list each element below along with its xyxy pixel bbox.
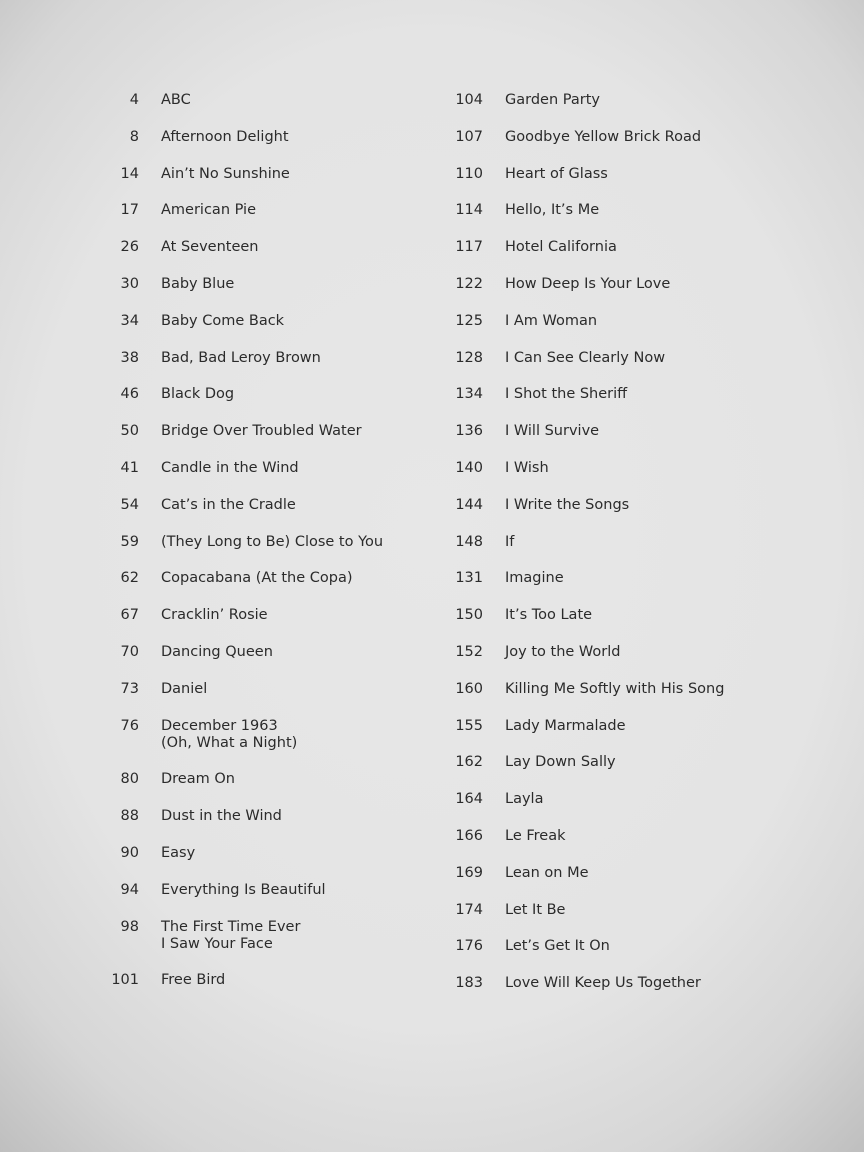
song-title: Easy bbox=[161, 844, 196, 861]
contents-entry bbox=[100, 534, 430, 551]
contents-entry bbox=[100, 239, 430, 256]
song-title: Love Will Keep Us Together bbox=[505, 975, 701, 992]
contents-entry bbox=[440, 276, 770, 293]
page-number: 140 bbox=[455, 459, 483, 476]
song-title: I Can See Clearly Now bbox=[505, 349, 666, 366]
song-title: ABC bbox=[161, 92, 191, 108]
song-title: Let It Be bbox=[505, 901, 566, 918]
page-number: 122 bbox=[455, 275, 483, 292]
contents-entry bbox=[100, 166, 430, 183]
page-number: 50 bbox=[120, 423, 139, 440]
song-title: Cracklin’ Rosie bbox=[161, 607, 268, 624]
song-title: I Shot the Sheriff bbox=[505, 386, 628, 403]
page-number: 104 bbox=[455, 92, 483, 108]
contents-entry bbox=[440, 570, 770, 587]
page-number: 26 bbox=[120, 239, 139, 256]
page-number: 160 bbox=[455, 680, 483, 697]
page-number: 155 bbox=[455, 717, 483, 734]
contents-entry bbox=[100, 644, 430, 661]
song-title: Dancing Queen bbox=[161, 643, 273, 660]
contents-entry bbox=[100, 845, 430, 862]
page-number: 8 bbox=[129, 128, 139, 145]
song-title: Ain’t No Sunshine bbox=[161, 165, 290, 182]
page-number: 125 bbox=[455, 312, 483, 329]
contents-entry bbox=[100, 972, 430, 989]
contents-entry bbox=[440, 828, 770, 845]
page-number: 144 bbox=[455, 496, 483, 513]
song-title: December 1963 (Oh, What a Night) bbox=[161, 717, 298, 751]
page-number: 183 bbox=[455, 975, 483, 992]
page-number: 4 bbox=[129, 92, 139, 108]
contents-entry bbox=[100, 882, 430, 899]
song-title: Hello, It’s Me bbox=[505, 202, 600, 219]
page-number: 76 bbox=[120, 717, 139, 734]
contents-entry bbox=[440, 644, 770, 661]
contents-entry bbox=[100, 202, 430, 219]
contents-entry bbox=[440, 865, 770, 882]
song-title: Hotel California bbox=[505, 239, 617, 256]
song-title: Goodbye Yellow Brick Road bbox=[505, 128, 702, 145]
song-title: How Deep Is Your Love bbox=[505, 275, 671, 292]
page-number: 152 bbox=[455, 643, 483, 660]
page-number: 128 bbox=[455, 349, 483, 366]
page-number: 41 bbox=[120, 459, 139, 476]
page-number: 90 bbox=[120, 844, 139, 861]
song-title: I Am Woman bbox=[505, 312, 598, 329]
contents-entry bbox=[100, 313, 430, 330]
page-number: 73 bbox=[120, 680, 139, 697]
page-number: 94 bbox=[120, 881, 139, 898]
contents-entry bbox=[100, 129, 430, 146]
song-title: Candle in the Wind bbox=[161, 459, 299, 476]
contents-entry bbox=[100, 808, 430, 825]
song-title: Everything Is Beautiful bbox=[161, 881, 326, 898]
contents-entry bbox=[100, 771, 430, 788]
song-title: Let’s Get It On bbox=[505, 938, 610, 955]
page-number: 169 bbox=[455, 864, 483, 881]
song-title: American Pie bbox=[161, 202, 256, 219]
page-number: 150 bbox=[455, 607, 483, 624]
page-number: 54 bbox=[120, 496, 139, 513]
page-number: 166 bbox=[455, 827, 483, 844]
song-title: The First Time Ever I Saw Your Face bbox=[161, 918, 301, 952]
page-number: 164 bbox=[455, 791, 483, 808]
song-title: It’s Too Late bbox=[505, 607, 593, 624]
song-title: I Write the Songs bbox=[505, 496, 630, 513]
contents-entry bbox=[440, 166, 770, 183]
contents-entry bbox=[440, 791, 770, 808]
contents-entry bbox=[440, 423, 770, 440]
song-title: Copacabana (At the Copa) bbox=[161, 570, 353, 587]
page-number: 110 bbox=[455, 165, 483, 182]
song-title: Free Bird bbox=[161, 972, 226, 989]
song-title: Baby Blue bbox=[161, 275, 235, 292]
contents-entry bbox=[100, 718, 430, 752]
page-number: 62 bbox=[120, 570, 139, 587]
page-number: 46 bbox=[120, 386, 139, 403]
contents-entry bbox=[100, 681, 430, 698]
contents-entry bbox=[100, 460, 430, 477]
song-title: Joy to the World bbox=[505, 643, 621, 660]
contents-entry bbox=[440, 386, 770, 403]
contents-entry bbox=[440, 497, 770, 514]
contents-entry bbox=[440, 975, 770, 992]
song-title: Black Dog bbox=[161, 386, 235, 403]
contents-left-column bbox=[100, 92, 430, 1009]
song-title: Imagine bbox=[505, 570, 564, 587]
contents-entry bbox=[440, 534, 770, 551]
song-title: Dream On bbox=[161, 771, 235, 788]
page-number: 148 bbox=[455, 533, 483, 550]
song-title: (They Long to Be) Close to You bbox=[161, 533, 384, 550]
contents-entry bbox=[100, 423, 430, 440]
contents-entry bbox=[100, 570, 430, 587]
page-number: 174 bbox=[455, 901, 483, 918]
contents-entry bbox=[440, 313, 770, 330]
contents-right-column bbox=[440, 92, 770, 1012]
song-title: Baby Come Back bbox=[161, 312, 285, 329]
page-number: 59 bbox=[120, 533, 139, 550]
page-number: 98 bbox=[120, 918, 139, 935]
song-title: Lay Down Sally bbox=[505, 754, 616, 771]
song-title: Le Freak bbox=[505, 827, 566, 844]
song-title: Bad, Bad Leroy Brown bbox=[161, 349, 321, 366]
page-number: 134 bbox=[455, 386, 483, 403]
contents-entry bbox=[100, 276, 430, 293]
song-title: Layla bbox=[505, 791, 544, 808]
contents-entry bbox=[440, 681, 770, 698]
contents-entry bbox=[100, 92, 430, 109]
page-number: 70 bbox=[120, 643, 139, 660]
contents-entry bbox=[100, 607, 430, 624]
song-title: Killing Me Softly with His Song bbox=[505, 680, 725, 697]
song-title: Daniel bbox=[161, 680, 208, 697]
page-number: 162 bbox=[455, 754, 483, 771]
page-number: 176 bbox=[455, 938, 483, 955]
contents-entry bbox=[440, 754, 770, 771]
song-title: Dust in the Wind bbox=[161, 808, 282, 825]
page-number: 88 bbox=[120, 808, 139, 825]
song-title: Heart of Glass bbox=[505, 165, 608, 182]
song-title: Cat’s in the Cradle bbox=[161, 496, 296, 513]
page-number: 34 bbox=[120, 312, 139, 329]
contents-entry bbox=[440, 902, 770, 919]
contents-entry bbox=[100, 919, 430, 953]
contents-entry bbox=[440, 350, 770, 367]
song-title: Bridge Over Troubled Water bbox=[161, 423, 362, 440]
contents-entry bbox=[440, 460, 770, 477]
contents-entry bbox=[440, 938, 770, 955]
song-title: Afternoon Delight bbox=[161, 128, 289, 145]
contents-entry bbox=[440, 92, 770, 109]
contents-entry bbox=[100, 497, 430, 514]
page-number: 17 bbox=[120, 202, 139, 219]
page-number: 80 bbox=[120, 771, 139, 788]
song-title: Lady Marmalade bbox=[505, 717, 626, 734]
contents-entry bbox=[440, 202, 770, 219]
page-number: 117 bbox=[455, 239, 483, 256]
page-number: 101 bbox=[111, 972, 139, 989]
page-number: 114 bbox=[455, 202, 483, 219]
song-title: If bbox=[505, 533, 515, 550]
page-number: 136 bbox=[455, 423, 483, 440]
contents-entry bbox=[100, 386, 430, 403]
page-number: 30 bbox=[120, 275, 139, 292]
contents-entry bbox=[440, 718, 770, 735]
page-number: 38 bbox=[120, 349, 139, 366]
song-title: I Wish bbox=[505, 459, 549, 476]
page-number: 107 bbox=[455, 128, 483, 145]
song-title: Garden Party bbox=[505, 92, 600, 108]
contents-entry bbox=[440, 239, 770, 256]
page-number: 14 bbox=[120, 165, 139, 182]
page-number: 67 bbox=[120, 607, 139, 624]
song-title: I Will Survive bbox=[505, 423, 600, 440]
page-number: 131 bbox=[455, 570, 483, 587]
contents-entry bbox=[440, 129, 770, 146]
song-title: Lean on Me bbox=[505, 864, 589, 881]
song-title: At Seventeen bbox=[161, 239, 259, 256]
contents-entry bbox=[100, 350, 430, 367]
contents-entry bbox=[440, 607, 770, 624]
